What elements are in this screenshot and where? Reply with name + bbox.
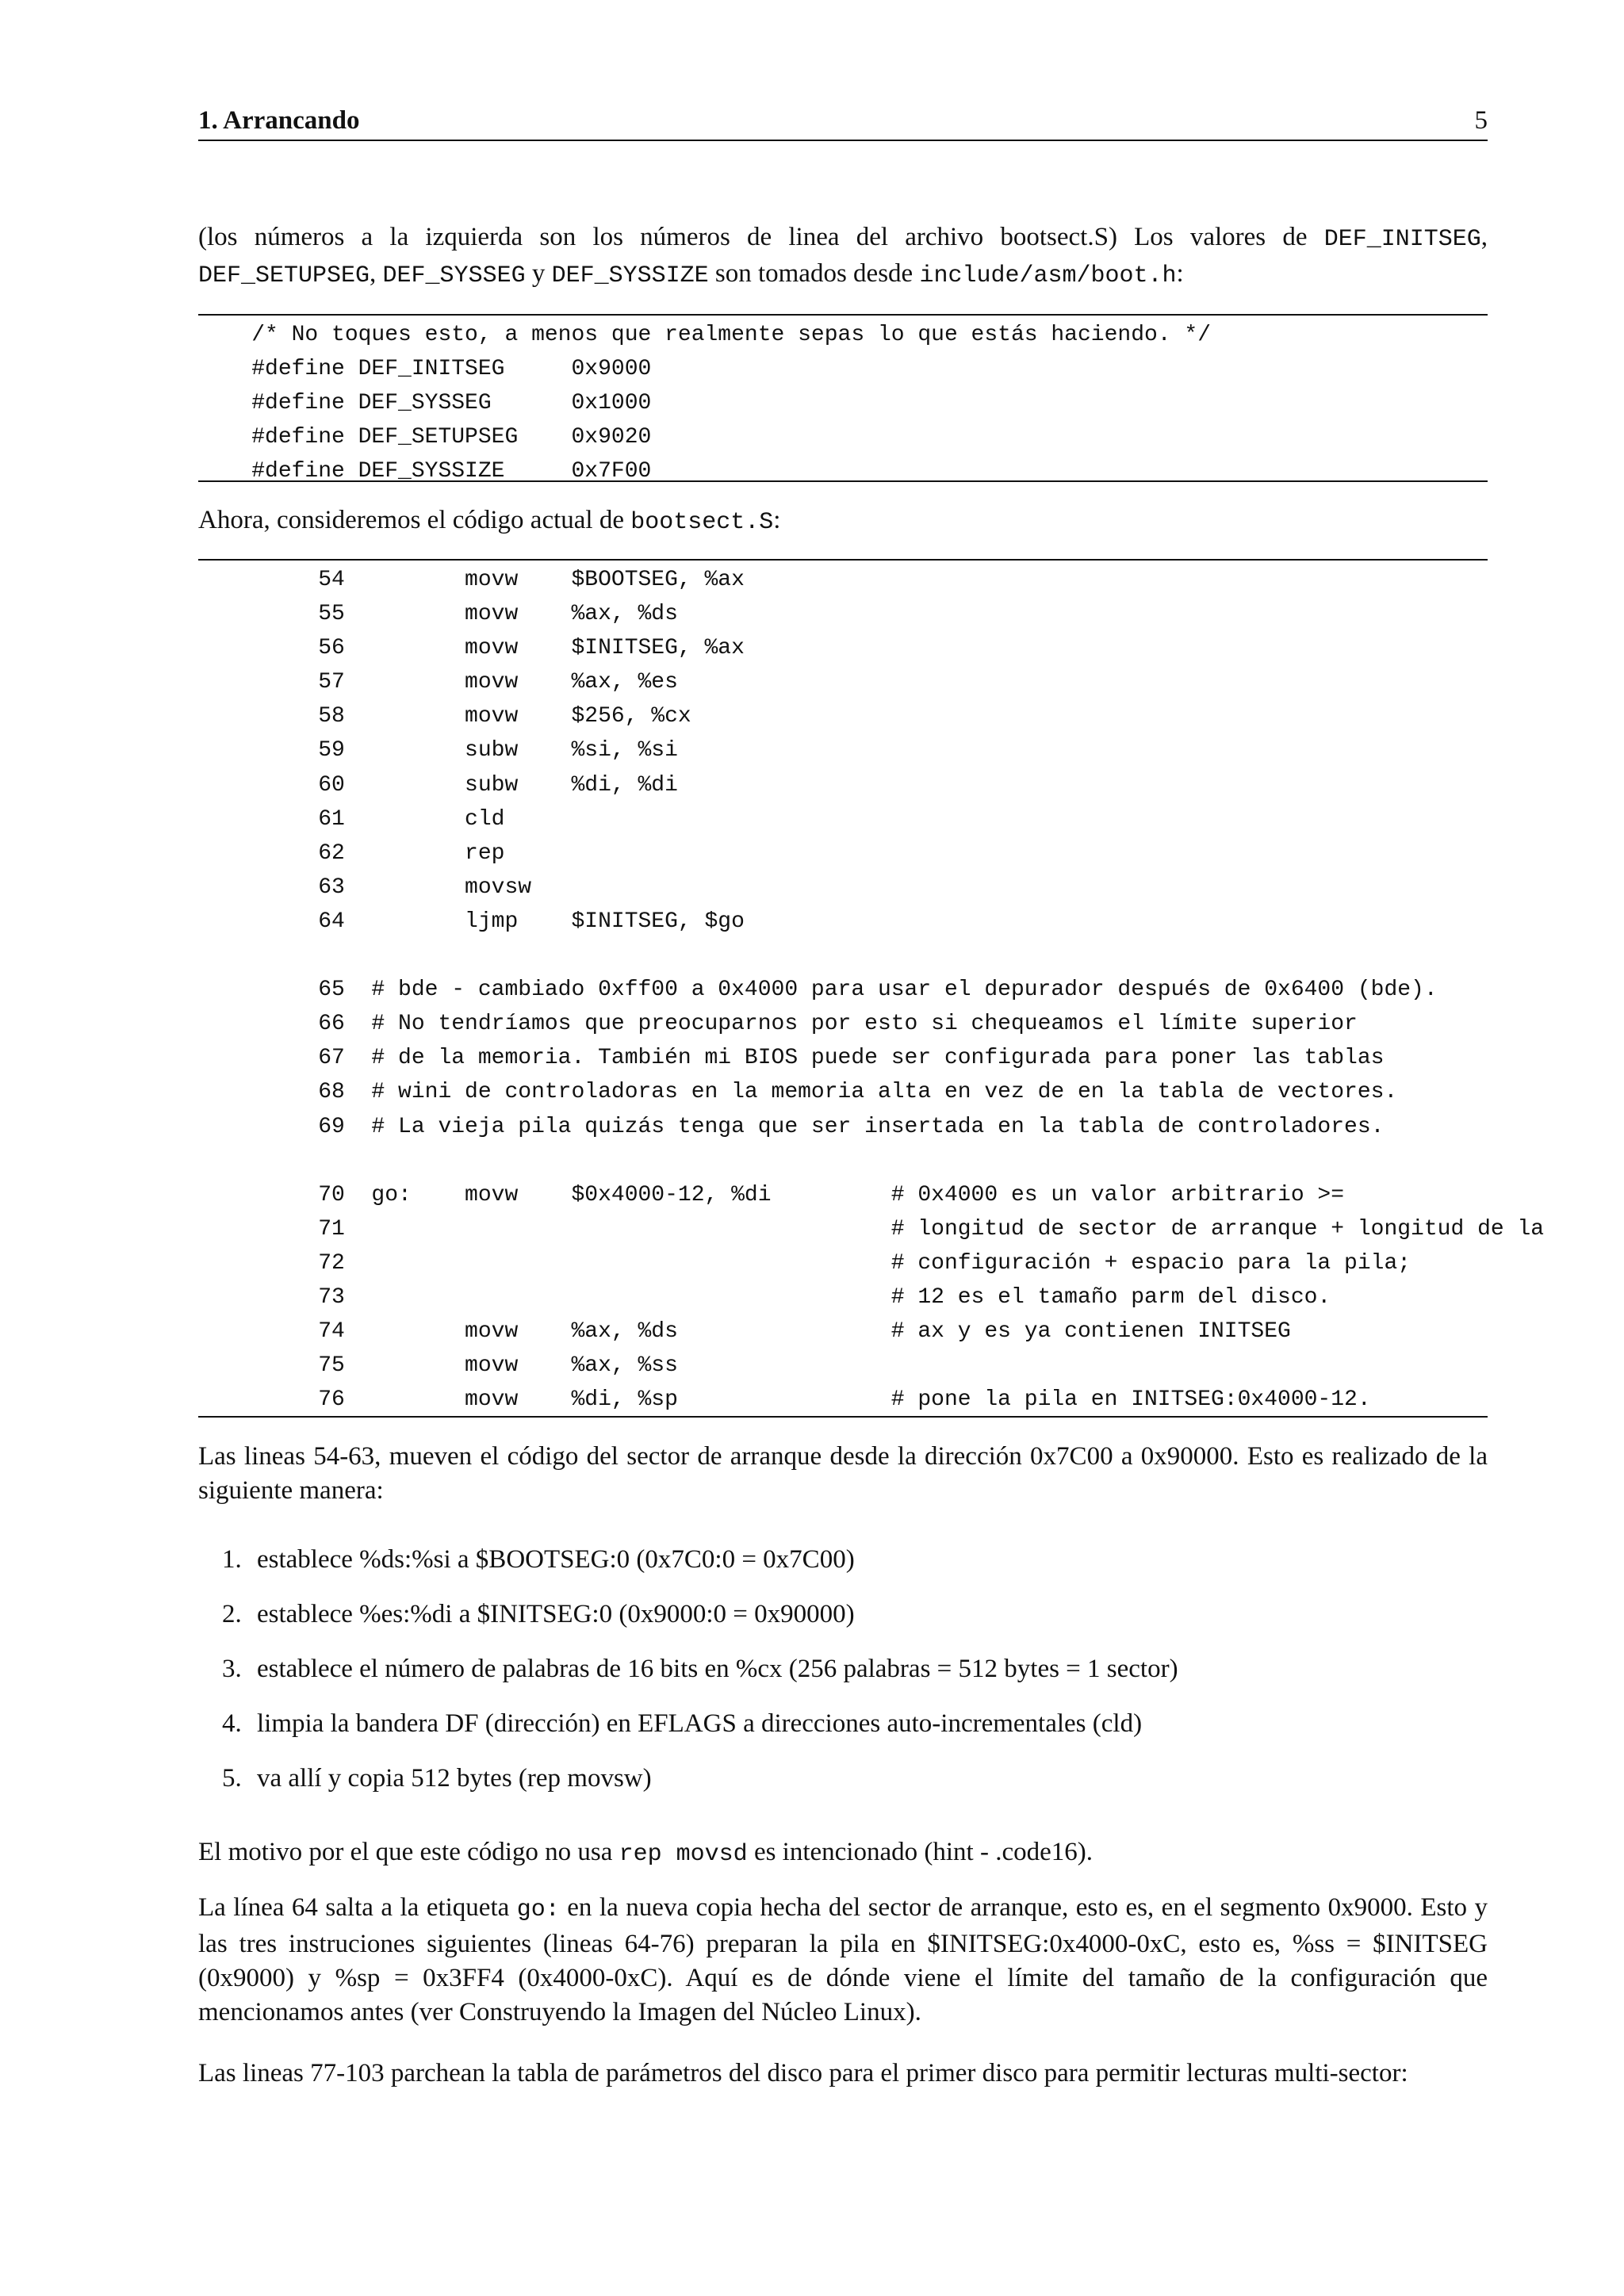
- intro-code-sysseg: DEF_SYSSEG: [382, 262, 526, 289]
- linea-64-code: go:: [516, 1896, 560, 1923]
- code-line: 65 # bde - cambiado 0xff00 a 0x4000 para usar el depurador después de 0x6400 (bde).: [198, 978, 1438, 1003]
- code-line: 63 movsw: [198, 874, 532, 900]
- ahora-text: Ahora, consideremos el código actual de: [198, 506, 631, 534]
- code-line: #define DEF_SYSSEG 0x1000: [198, 391, 652, 416]
- code-line: 57 movw %ax, %es: [198, 670, 678, 695]
- list-item-text: limpia la bandera DF (dirección) en EFLAGS a direcciones auto-incrementales (cld): [257, 1709, 1143, 1738]
- code-line: 66 # No tendríamos que preocuparnos por esto si chequeamos el límite superior: [198, 1012, 1358, 1037]
- linea-64-text: en la nueva copia hecha del sector de arranque, esto es, en el segmento 0x9000. Esto y las tres instruciones siguientes (lineas 64-76) preparan la pila en $INITSEG:0x4000-0xC, esto es, %ss = $INITSEG (0x9000) y %sp = 0x3FF4 (0x4000-0xC). Aquí es de dónde viene el límite del tamaño de la configuración que mencionamos antes (ver Construyendo la Imagen del Núcleo Linux).: [198, 1893, 1488, 2026]
- list-item-number: 4.: [222, 1709, 242, 1738]
- code-line: 61 cld: [198, 806, 505, 832]
- intro-code-setupseg: DEF_SETUPSEG: [198, 262, 370, 289]
- code-line: 73 # 12 es el tamaño parm del disco.: [198, 1284, 1331, 1310]
- intro-code-path: include/asm/boot.h: [919, 262, 1177, 289]
- code-line: 69 # La vieja pila quizás tenga que ser insertada en la tabla de controladores.: [198, 1114, 1385, 1139]
- lineas-54-paragraph: Las lineas 54-63, mueven el código del sector de arranque desde la dirección 0x7C00 a 0x90000. Esto es realizado de la siguiente manera:: [198, 1442, 1488, 1505]
- code-line: 64 ljmp $INITSEG, $go: [198, 909, 745, 934]
- code-rule-top: [198, 314, 1488, 316]
- steps-list: [222, 1543, 1488, 1816]
- code-line: 72 # configuración + espacio para la pila;: [198, 1250, 1411, 1276]
- intro-code-initseg: DEF_INITSEG: [1323, 226, 1481, 253]
- intro-text: (los números a la izquierda son los números de linea del archivo bootsect.S) Los valores de: [198, 223, 1324, 251]
- code-line: 71 # longitud de sector de arranque + longitud de la: [198, 1216, 1545, 1242]
- linea-64-text: La línea 64 salta a la etiqueta: [198, 1893, 517, 1922]
- code-line: 67 # de la memoria. También mi BIOS puede ser configurada para poner las tablas: [198, 1046, 1385, 1071]
- intro-text: ,: [1480, 223, 1488, 251]
- motivo-text: El motivo por el que este código no usa: [198, 1838, 619, 1866]
- ahora-text: :: [773, 506, 781, 534]
- list-item: [222, 1707, 1488, 1762]
- code-line: 76 movw %di, %sp # pone la pila en INITSEG:0x4000-12.: [198, 1387, 1371, 1413]
- code-line: /* No toques esto, a menos que realmente sepas lo que estás haciendo. */: [198, 323, 1212, 347]
- intro-paragraph: [198, 220, 1488, 293]
- chapter-title: 1. Arrancando: [198, 106, 360, 135]
- lineas-77-paragraph: Las lineas 77-103 parchean la tabla de parámetros del disco para el primer disco para permitir lecturas multi-sector:: [198, 2059, 1408, 2087]
- page-number: 5: [1474, 106, 1488, 135]
- intro-code-syssize: DEF_SYSSIZE: [551, 262, 709, 289]
- list-item-number: 2.: [222, 1600, 242, 1628]
- code-rule-top: [198, 559, 1488, 561]
- code-block-bootsect: [198, 563, 1545, 1417]
- code-line: 74 movw %ax, %ds # ax y es ya contienen INITSEG: [198, 1319, 1291, 1345]
- code-line: 62 rep: [198, 840, 505, 866]
- code-line: #define DEF_SETUPSEG 0x9020: [198, 425, 652, 450]
- code-block-defines: [198, 318, 1488, 488]
- list-item: [222, 1543, 1488, 1598]
- code-line: 58 movw $256, %cx: [198, 704, 691, 729]
- ahora-code: bootsect.S: [630, 509, 774, 536]
- list-item-number: 1.: [222, 1545, 242, 1574]
- intro-text: son tomados desde: [708, 259, 920, 288]
- list-item-number: 3.: [222, 1655, 242, 1683]
- code-line: 55 movw %ax, %ds: [198, 602, 678, 627]
- code-line: [198, 939, 1488, 973]
- code-line: #define DEF_INITSEG 0x9000: [198, 357, 652, 382]
- code-line: 70 go: movw $0x4000-12, %di # 0x4000 es un valor arbitrario >=: [198, 1182, 1345, 1207]
- intro-text: ,: [370, 259, 383, 288]
- list-item-text: establece el número de palabras de 16 bits en %cx (256 palabras = 512 bytes = 1 sector): [257, 1655, 1178, 1683]
- intro-text: :: [1176, 259, 1184, 288]
- motivo-code: rep movsd: [619, 1841, 748, 1868]
- code-rule-bottom: [198, 1416, 1488, 1418]
- list-item: [222, 1598, 1488, 1652]
- document-page: [198, 0, 1545, 2296]
- code-line: 56 movw $INITSEG, %ax: [198, 636, 745, 661]
- running-header: [198, 103, 1488, 141]
- list-item: [222, 1652, 1488, 1707]
- code-line: 75 movw %ax, %ss: [198, 1353, 678, 1379]
- code-line: 68 # wini de controladoras en la memoria alta en vez de en la tabla de vectores.: [198, 1080, 1398, 1105]
- motivo-text: es intencionado (hint - .code16).: [747, 1838, 1093, 1866]
- code-line: 59 subw %si, %si: [198, 738, 678, 763]
- ahora-paragraph: [198, 503, 1488, 540]
- code-line: [198, 1144, 1488, 1178]
- code-line: 54 movw $BOOTSEG, %ax: [198, 568, 745, 592]
- code-line: 60 subw %di, %di: [198, 772, 678, 798]
- list-item-text: establece %es:%di a $INITSEG:0 (0x9000:0 = 0x90000): [257, 1600, 855, 1628]
- list-item: [222, 1762, 1488, 1816]
- list-item-text: va allí y copia 512 bytes (rep movsw): [257, 1764, 652, 1793]
- code-rule-bottom: [198, 480, 1488, 482]
- linea-64-paragraph: [198, 1891, 1488, 2030]
- motivo-paragraph: [198, 1835, 1488, 1872]
- list-item-text: establece %ds:%si a $BOOTSEG:0 (0x7C0:0 = 0x7C00): [257, 1545, 855, 1574]
- intro-text: y: [525, 259, 552, 288]
- code-line: #define DEF_SYSSIZE 0x7F00: [198, 459, 652, 484]
- list-item-number: 5.: [222, 1764, 242, 1793]
